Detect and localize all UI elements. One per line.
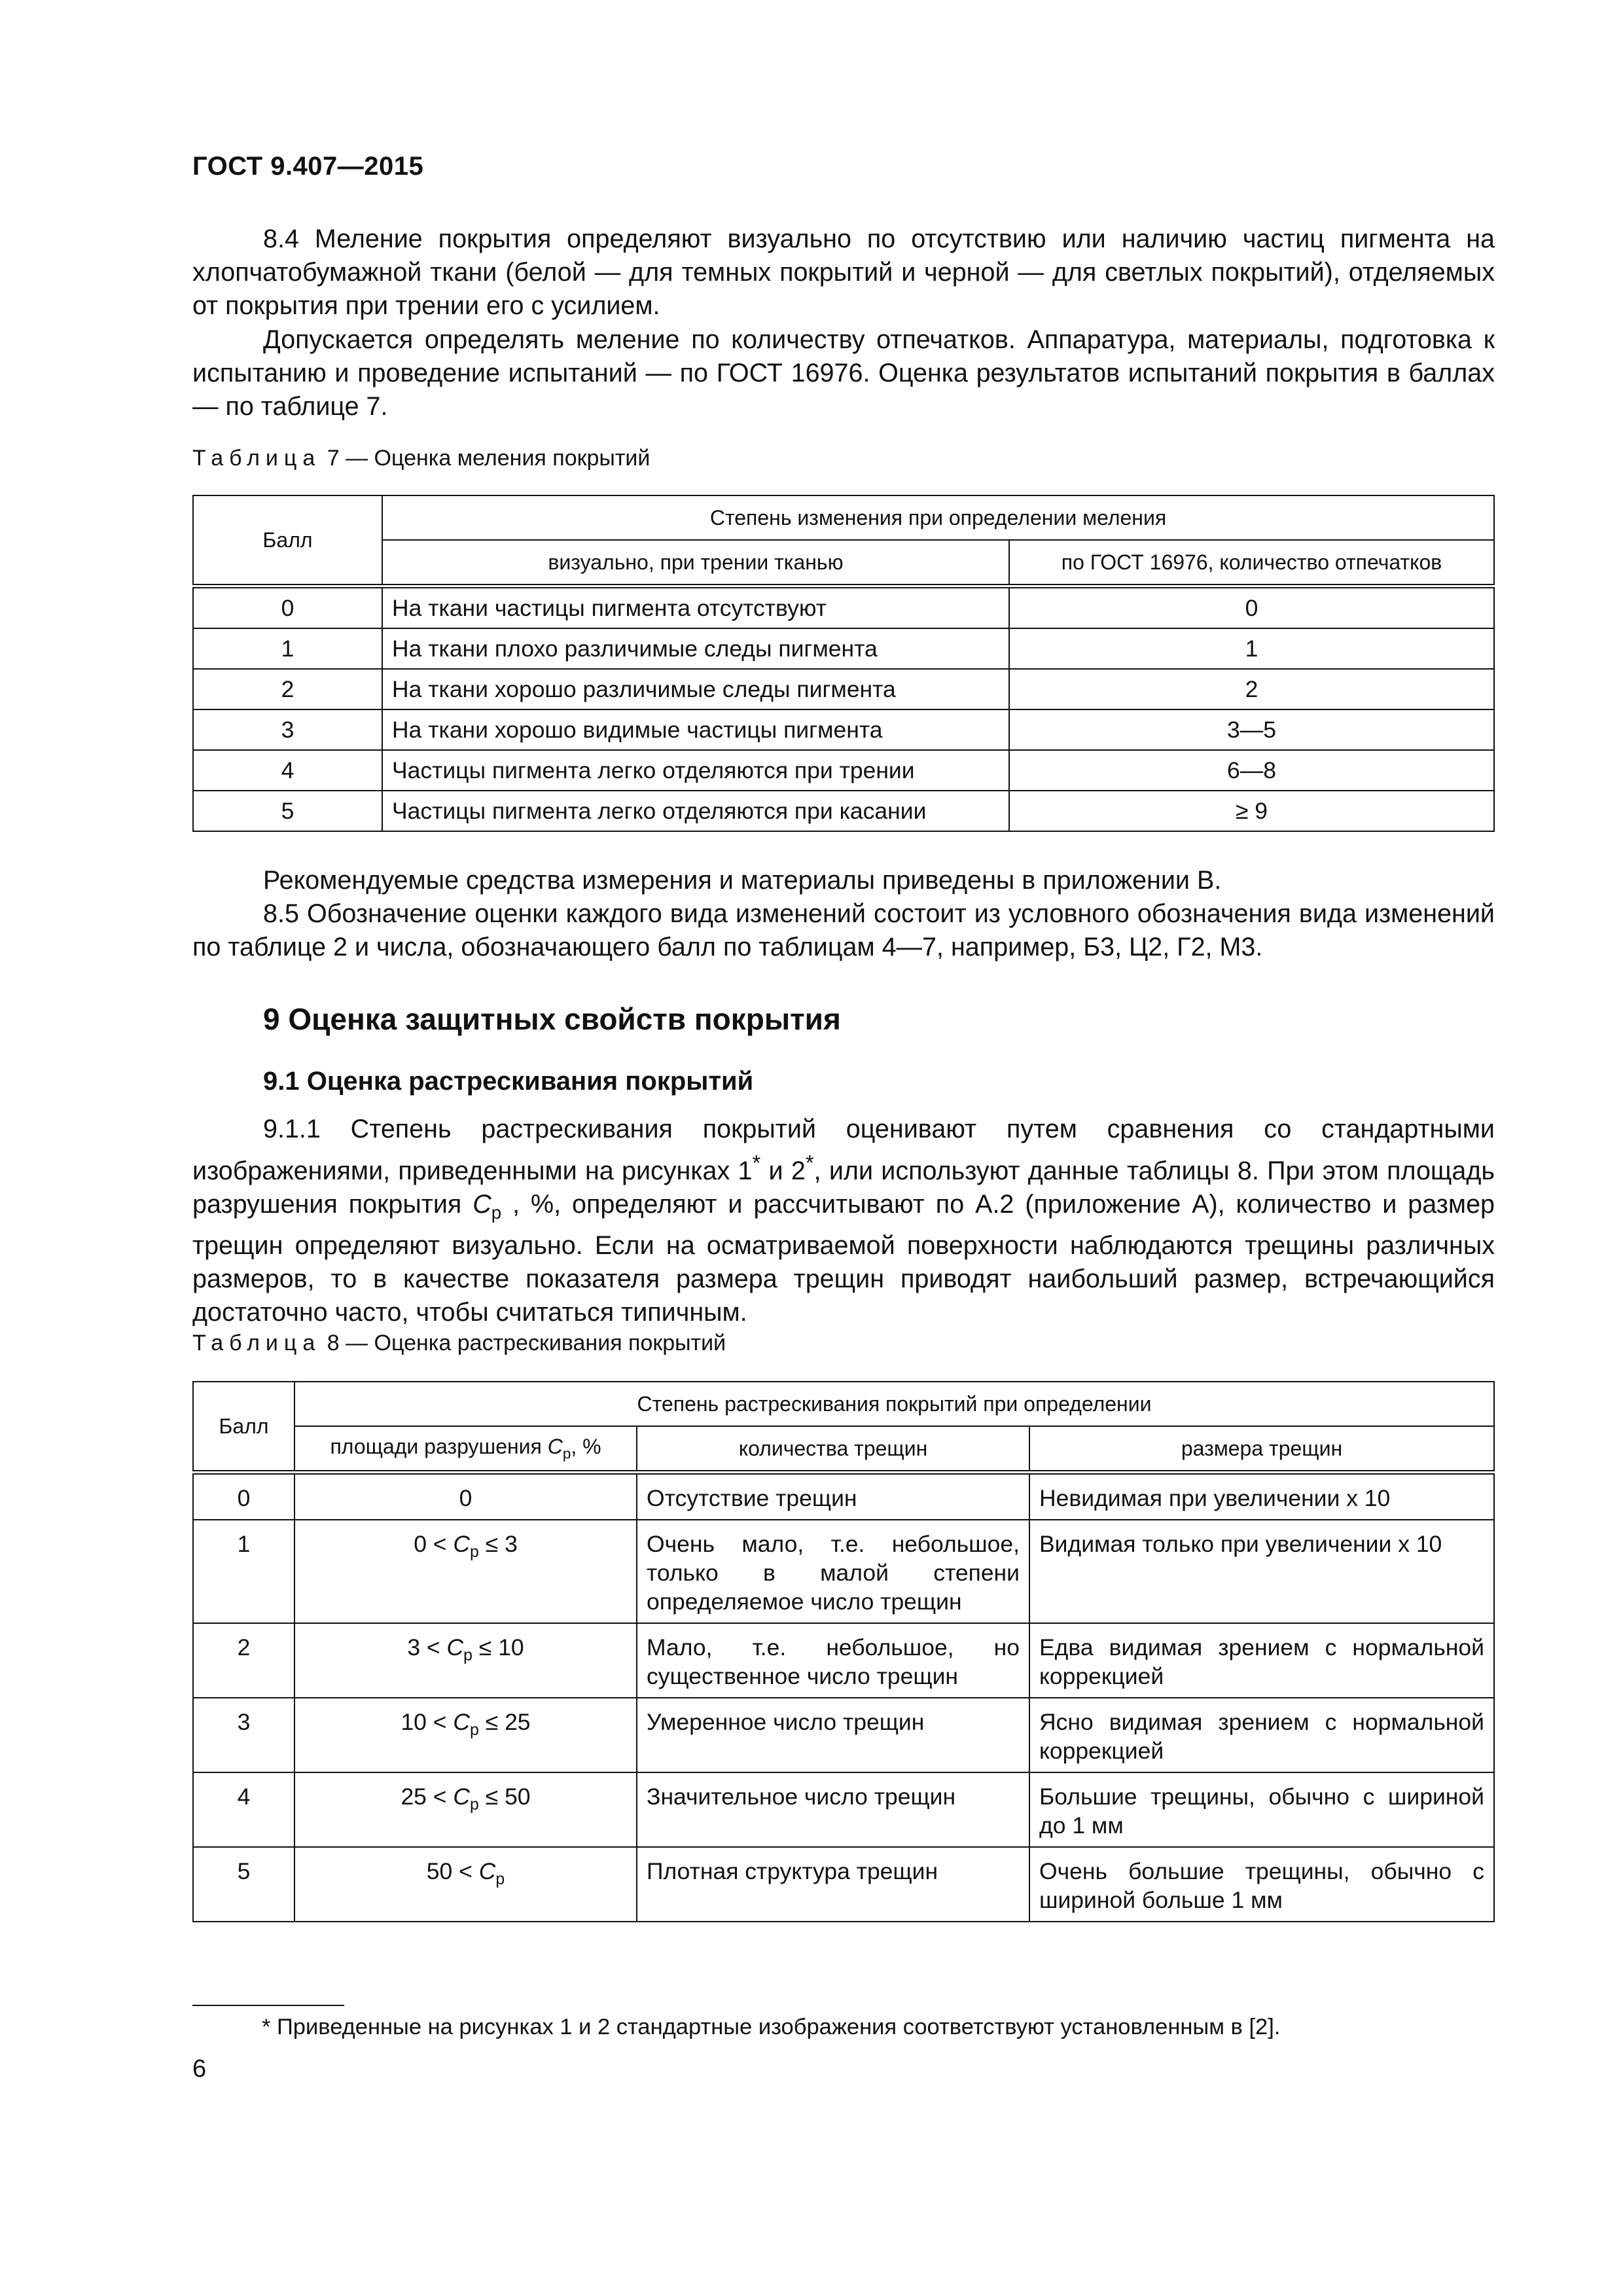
footnote-divider	[192, 2005, 344, 2006]
paragraph-9-1-1-part-c: , или используют данные таблицы 8. При этом площадь разрушения покрытия	[192, 1157, 1495, 1219]
table-7-cell-prints: 1	[1009, 628, 1494, 669]
area-upper: ≤ 25	[478, 1709, 531, 1735]
paragraph-8-5: 8.5 Обозначение оценки каждого вида изменений состоит из условного обозначения вида изменений по таблице 2 и числа, обозначающего балл по таблицам 4—7, например, Б3, Ц2, Г2, М3.	[192, 899, 1495, 961]
table-8-cracking	[192, 1381, 1495, 1922]
area-lower: 3 <	[407, 1634, 447, 1660]
footnote: * Приведенные на рисунках 1 и 2 стандартные изображения соответствуют установленным в [2].	[262, 2015, 1281, 2039]
table-8-caption	[192, 1330, 726, 1356]
table-8-cell-ball: 0	[193, 1473, 294, 1520]
table-7-cell-ball: 3	[193, 709, 382, 750]
paragraph-8-4-chalking-count: Допускается определять меление по количеству отпечатков. Аппаратура, материалы, подготовка к испытанию и проведение испытаний — по ГОСТ 16976. Оценка результатов испытаний покрытия в баллах — по таблице 7.	[192, 325, 1495, 421]
table-7-caption-prefix: Таблица	[192, 446, 321, 471]
table-8-cell-area	[294, 1520, 637, 1623]
cp-subscript: р	[495, 1871, 505, 1889]
table-7-caption-title: 7 — Оценка меления покрытий	[321, 446, 651, 471]
table-row	[193, 709, 1494, 750]
cp-symbol: C	[473, 1190, 491, 1219]
cp-symbol: C	[453, 1784, 471, 1810]
table-row	[193, 1520, 1494, 1623]
table-8-cell-area	[294, 1473, 637, 1520]
table-8-cell-size: Ясно видимая зрением с нормальной коррекцией	[1029, 1698, 1494, 1772]
cp-subscript: р	[491, 1202, 502, 1223]
table-row	[193, 669, 1494, 709]
paragraph-9-1-1-part-a: 9.1.1 Степень растрескивания покрытий оценивают путем сравнения со стандартными изображениями, приведенными на рисунках 1	[192, 1115, 1495, 1186]
table-7-header-prints: по ГОСТ 16976, количество отпечатков	[1009, 540, 1494, 586]
table-7-cell-prints: 2	[1009, 669, 1494, 709]
area-upper: ≤ 10	[472, 1634, 524, 1660]
table-8-cell-count: Значительное число трещин	[637, 1772, 1029, 1847]
section-9-title: 9 Оценка защитных свойств покрытия	[263, 1002, 841, 1036]
table-7-cell-prints: 3—5	[1009, 709, 1494, 750]
table-8-cell-size: Видимая только при увеличении x 10	[1029, 1520, 1494, 1623]
table-8-cell-size: Невидимая при увеличении x 10	[1029, 1473, 1494, 1520]
paragraph-9-1-1-part-b: и 2	[760, 1157, 806, 1186]
table-8-header-count: количества трещин	[637, 1426, 1029, 1473]
page-number: 6	[192, 2055, 207, 2083]
table-8-header-area-unit: , %	[571, 1434, 601, 1458]
table-7-cell-visual: Частицы пигмента легко отделяются при трении	[382, 750, 1009, 791]
table-8-cell-size: Большие трещины, обычно с шириной до 1 мм	[1029, 1772, 1494, 1847]
cp-subscript: р	[470, 1543, 479, 1562]
table-7-chalking	[192, 495, 1495, 832]
area-lower: 10 <	[401, 1709, 454, 1735]
table-7-cell-ball: 4	[193, 750, 382, 791]
table-7-caption	[192, 445, 650, 471]
table-7-header-visual: визуально, при трении тканью	[382, 540, 1009, 586]
table-8-header-area	[294, 1426, 637, 1473]
footnote-marker: *	[752, 1151, 761, 1175]
paragraph-8-4: 8.4 Меление покрытия определяют визуально по отсутствию или наличию частиц пигмента на хлопчатобумажной ткани (белой — для темных покрытий и черной — для светлых покрытий), отделяемых от покрытия при трении его с усилием.	[192, 224, 1495, 320]
table-7-cell-visual: На ткани частицы пигмента отсутствуют	[382, 586, 1009, 629]
cp-subscript: р	[470, 1796, 479, 1814]
table-8-cell-ball: 5	[193, 1847, 294, 1922]
document-header: ГОСТ 9.407—2015	[192, 152, 424, 181]
table-8-cell-count: Очень мало, т.е. небольшое, только в малой степени определяемое число трещин	[637, 1520, 1029, 1623]
area-lower: 0 <	[414, 1531, 454, 1557]
table-row	[193, 628, 1494, 669]
table-8-header-area-label: площади разрушения	[330, 1434, 548, 1458]
area-lower: 25 <	[401, 1784, 454, 1810]
table-row	[193, 1623, 1494, 1698]
cp-subscript: р	[562, 1445, 571, 1462]
table-7-cell-prints: 6—8	[1009, 750, 1494, 791]
table-8-cell-size: Очень большие трещины, обычно с шириной больше 1 мм	[1029, 1847, 1494, 1922]
table-8-cell-count: Умеренное число трещин	[637, 1698, 1029, 1772]
table-row	[193, 750, 1494, 791]
table-7-cell-ball: 1	[193, 628, 382, 669]
table-7-cell-ball: 2	[193, 669, 382, 709]
table-8-header-ball: Балл	[193, 1382, 294, 1473]
cp-symbol: C	[446, 1634, 464, 1660]
table-8-cell-area	[294, 1772, 637, 1847]
table-7-cell-prints: ≥ 9	[1009, 791, 1494, 831]
table-7-header-group: Степень изменения при определении меления	[382, 495, 1494, 540]
table-8-cell-area	[294, 1847, 637, 1922]
table-row	[193, 1772, 1494, 1847]
table-7-cell-ball: 5	[193, 791, 382, 831]
table-row	[193, 586, 1494, 629]
table-8-header-size: размера трещин	[1029, 1426, 1494, 1473]
area-lower: 50 <	[426, 1858, 479, 1884]
table-row	[193, 1847, 1494, 1922]
cp-symbol: C	[453, 1531, 471, 1557]
cp-symbol: C	[453, 1709, 471, 1735]
footnote-marker: *	[805, 1151, 814, 1175]
table-8-cell-area	[294, 1698, 637, 1772]
table-7-cell-visual: На ткани плохо различимые следы пигмента	[382, 628, 1009, 669]
table-7-cell-ball: 0	[193, 586, 382, 629]
table-8-header-group: Степень растрескивания покрытий при определении	[294, 1382, 1494, 1426]
cp-subscript: р	[463, 1647, 473, 1665]
area-upper: ≤ 3	[478, 1531, 518, 1557]
table-8-caption-prefix: Таблица	[192, 1331, 321, 1355]
table-8-cell-count: Отсутствие трещин	[637, 1473, 1029, 1520]
table-7-cell-visual: На ткани хорошо видимые частицы пигмента	[382, 709, 1009, 750]
table-8-cell-ball: 2	[193, 1623, 294, 1698]
cp-symbol: C	[478, 1858, 496, 1884]
paragraph-9-1-1	[192, 1113, 1495, 1329]
area-lower: 0	[459, 1485, 473, 1511]
table-8-cell-count: Плотная структура трещин	[637, 1847, 1029, 1922]
cp-subscript: р	[470, 1721, 479, 1740]
table-7-cell-visual: Частицы пигмента легко отделяются при касании	[382, 791, 1009, 831]
table-8-cell-ball: 1	[193, 1520, 294, 1623]
subsection-9-1-title: 9.1 Оценка растрескивания покрытий	[263, 1067, 754, 1096]
table-7-header-ball: Балл	[193, 495, 382, 586]
paragraph-9-1-1-part-d: , %, определяют и рассчитывают по А.2 (приложение А), количество и размер трещин определяют визуально. Если на осматриваемой поверхности наблюдаются трещины различных размеров, то в качестве показателя размера трещин приводят наибольший размер, встречающийся достаточно часто, чтобы считаться типичным.	[192, 1190, 1495, 1327]
table-8-cell-size: Едва видимая зрением с нормальной коррекцией	[1029, 1623, 1494, 1698]
table-8-cell-area	[294, 1623, 637, 1698]
table-row	[193, 1473, 1494, 1520]
table-7-cell-visual: На ткани хорошо различимые следы пигмента	[382, 669, 1009, 709]
table-row	[193, 791, 1494, 831]
paragraph-recommended-instruments: Рекомендуемые средства измерения и материалы приведены в приложении В.	[263, 866, 1222, 895]
table-row	[193, 1698, 1494, 1772]
area-upper: ≤ 50	[478, 1784, 531, 1810]
table-8-cell-ball: 3	[193, 1698, 294, 1772]
cp-symbol: C	[547, 1434, 563, 1458]
table-7-cell-prints: 0	[1009, 586, 1494, 629]
table-8-cell-count: Мало, т.е. небольшое, но существенное число трещин	[637, 1623, 1029, 1698]
table-8-caption-title: 8 — Оценка растрескивания покрытий	[321, 1331, 726, 1355]
table-8-cell-ball: 4	[193, 1772, 294, 1847]
